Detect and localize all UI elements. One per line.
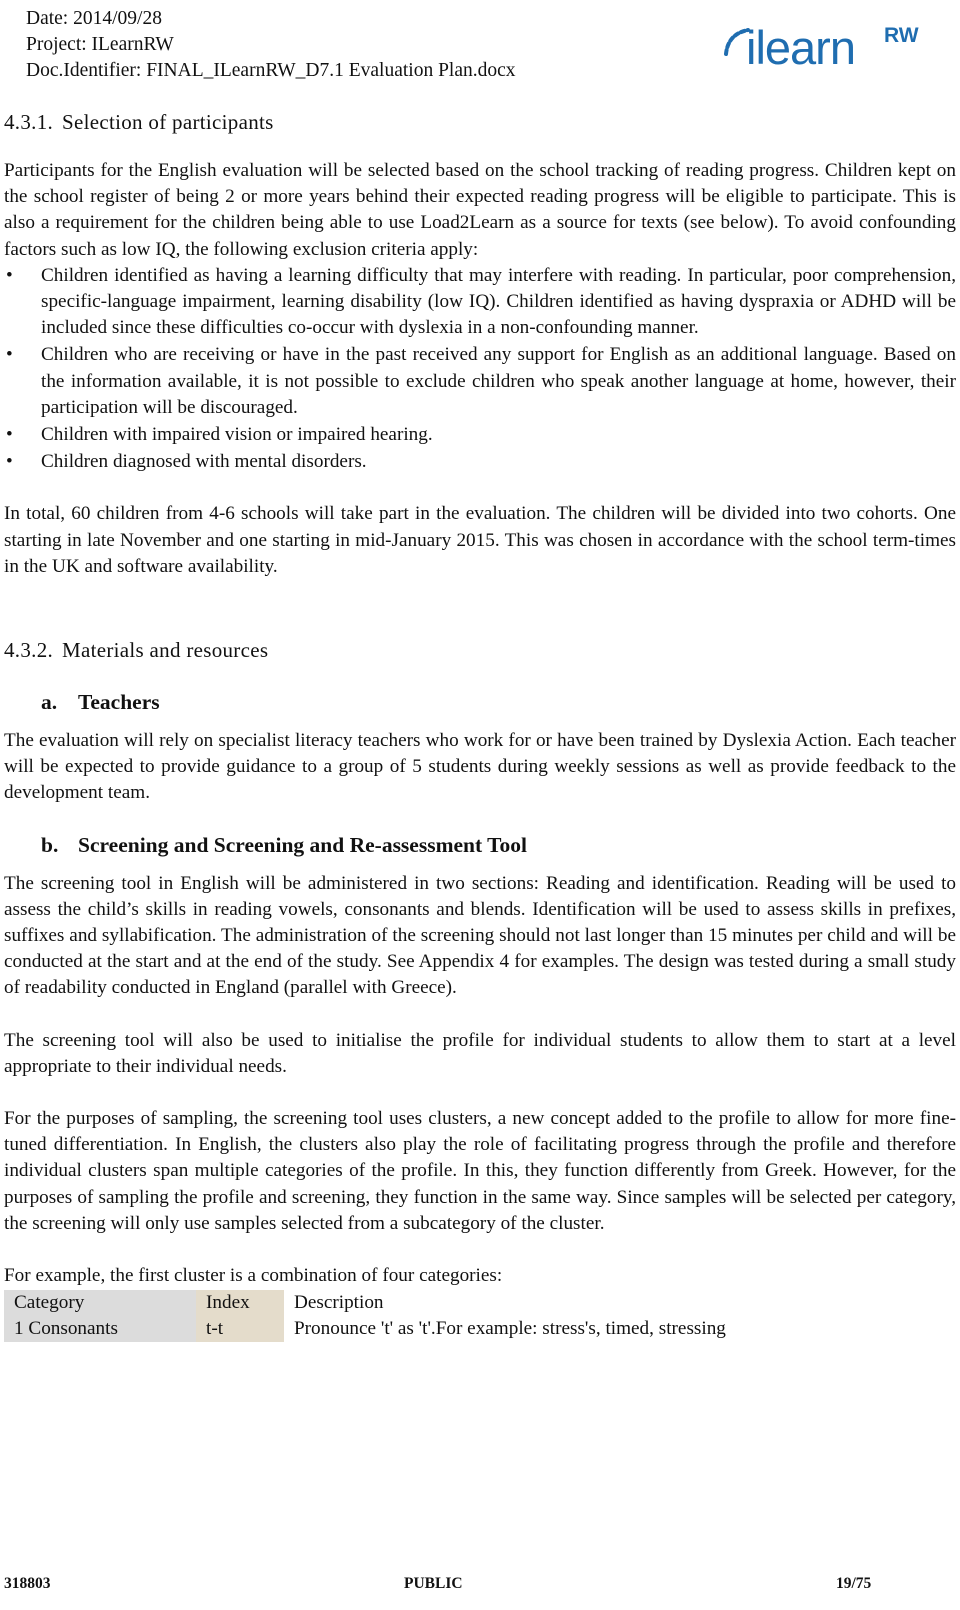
paragraph: The screening tool will also be used to initialise the profile for individual students to allow them to start at a level appropriate to their individual needs.: [4, 1029, 956, 1077]
bullet-icon: •: [6, 451, 13, 473]
table-row: [4, 1316, 736, 1342]
table-cell: Pronounce 't' as 't'.For example: stress's, timed, stressing: [284, 1316, 736, 1342]
table-header-cell: Category: [4, 1290, 196, 1316]
table-header-row: [4, 1290, 736, 1316]
table-header-cell: Index: [196, 1290, 284, 1316]
list-item: • Children with impaired vision or impaired hearing.: [4, 422, 956, 448]
subsection-heading-teachers: [4, 688, 956, 716]
paragraph: In total, 60 children from 4-6 schools will take part in the evaluation. The children will be divided into two cohorts. One starting in late November and one starting in mid-January 2015. This was chosen in accordance with the school term-times in the UK and software availability.: [4, 503, 956, 577]
section-title: Selection of participants: [62, 110, 274, 134]
logo-text: ilearn: [746, 21, 855, 74]
list-item: • Children identified as having a learning difficulty that may interfere with reading. In particular, poor comprehension, specific-language impairment, learning disability (low IQ). Children identified as having dyspraxia or ADHD will be included since these difficulties co-occur with dyslexia in a non-confounding manner.: [6, 264, 956, 339]
list-item: • Children diagnosed with mental disorders.: [4, 449, 956, 475]
header-date: Date: 2014/09/28: [26, 8, 162, 29]
table-cell: 1 Consonants: [4, 1316, 196, 1342]
table-header-cell: Description: [284, 1290, 736, 1316]
paragraph: Participants for the English evaluation will be selected based on the school tracking of reading progress. Children kept on the school register of being 2 or more years behind their expected reading progress will be eligible to participate. This is also a requirement for the children being able to use Load2Learn as a source for texts (see below). To avoid confounding factors such as low IQ, the following exclusion criteria apply:: [4, 160, 956, 260]
section-number: 4.3.2.: [4, 638, 54, 663]
category-table: [4, 1290, 736, 1342]
subsection-title: Screening and Screening and Re-assessment Tool: [78, 832, 527, 857]
list-item: • Children who are receiving or have in the past received any support for English as an additional language. Based on the information available, it is not possible to exclude children who speak another language at home, however, their participation will be discouraged.: [6, 344, 956, 418]
paragraph: For example, the first cluster is a combination of four categories:: [4, 1265, 503, 1287]
subsection-title: Teachers: [78, 690, 160, 715]
ilearnrw-logo: [720, 18, 920, 78]
bullet-icon: •: [6, 264, 13, 286]
section-heading-4-3-1: [4, 108, 956, 136]
paragraph: For the purposes of sampling, the screening tool uses clusters, a new concept added to the profile to allow for more fine-tuned differentiation. In English, the clusters also play the role of facilitating progress through the profile and therefore individual clusters span multiple categories of the profile. In this, they function differently from Greek. However, for the purposes of sampling the profile and screening, they function in the same way. Since samples will be selected per category, the screening will only use samples selected from a subcategory of the cluster.: [4, 1108, 956, 1234]
document-header: [26, 6, 516, 84]
subsection-heading-screening: [4, 831, 956, 859]
document-body: [4, 108, 956, 1342]
subsection-letter: a.: [41, 690, 58, 715]
table-cell: t-t: [196, 1316, 284, 1342]
section-title: Materials and resources: [62, 638, 269, 663]
exclusion-criteria-list: [4, 263, 956, 476]
header-doc-identifier: Doc.Identifier: FINAL_ILearnRW_D7.1 Evaluation Plan.docx: [26, 60, 516, 81]
header-project: Project: ILearnRW: [26, 34, 174, 55]
paragraph: The evaluation will rely on specialist literacy teachers who work for or have been trained by Dyslexia Action. Each teacher will be expected to provide guidance to a group of 5 students during weekly sessions as well as provide feedback to the development team.: [4, 730, 956, 804]
logo-superscript: RW: [884, 24, 919, 47]
subsection-letter: b.: [41, 832, 59, 857]
bullet-icon: •: [6, 424, 13, 446]
bullet-icon: •: [6, 344, 13, 366]
paragraph: The screening tool in English will be administered in two sections: Reading and identification. Reading will be used to assess the child’s skills in reading vowels, consonants and blends. Identification will be used to assess skills in prefixes, suffixes and syllabification. The administration of the screening should not last longer than 15 minutes per child and will be conducted at the start and at the end of the study. See Appendix 4 for examples. The design was tested during a small study of readability conducted in England (parallel with Greece).: [4, 872, 956, 999]
footer-classification: PUBLIC: [404, 1575, 463, 1592]
section-number: 4.3.1.: [4, 110, 54, 134]
footer-page-number: 19/75: [836, 1575, 872, 1592]
section-heading-4-3-2: [4, 636, 956, 664]
footer-project-id: 318803: [4, 1575, 51, 1592]
